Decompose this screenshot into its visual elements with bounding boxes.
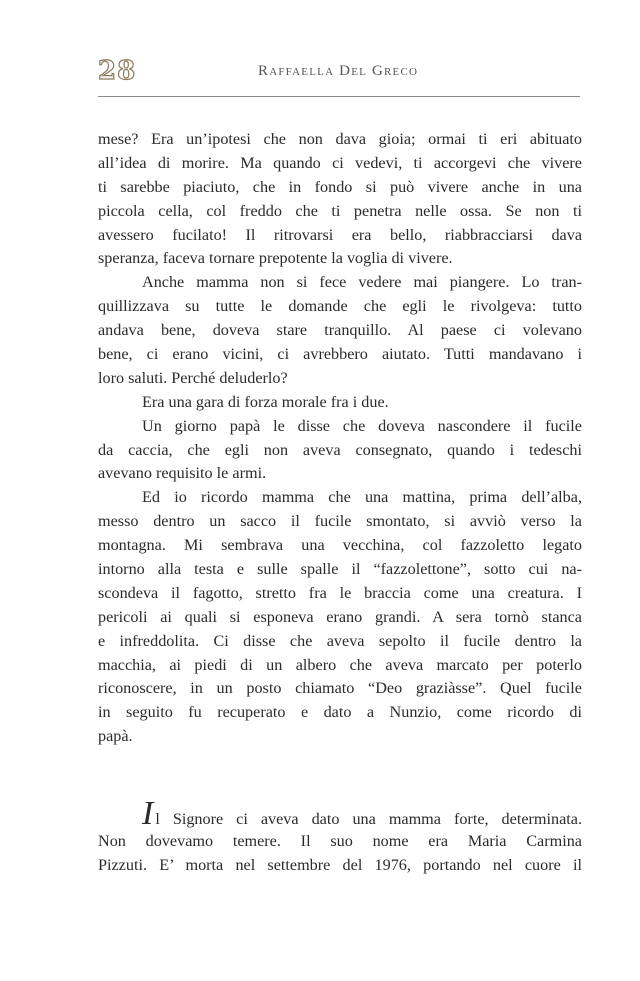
text-line: Pizzuti. E’ morta nel settembre del 1976, portando nel cuore il: [98, 856, 582, 875]
text-line: Ed io ricordo mamma che una mattina, prima dell’alba,: [142, 488, 582, 507]
section-line-1-text: l Signore ci aveva dato una mamma forte, determinata.: [155, 810, 582, 828]
text-line: intorno alla testa e sulle spalle il “fazzolettone”, sotto cui na-: [98, 560, 582, 579]
drop-cap: I: [142, 795, 154, 832]
text-line: macchia, ai piedi di un albero che aveva marcato per poterlo: [98, 655, 582, 674]
text-line: andava bene, doveva stare tranquillo. Al paese ci volevano: [98, 321, 582, 340]
running-head: Raffaella Del Greco: [258, 63, 419, 79]
text-line: montagna. Mi sembrava una vecchina, col fazzoletto legato: [98, 536, 582, 555]
text-line: Anche mamma non si fece vedere mai piangere. Lo tran-: [142, 273, 582, 292]
text-line: quillizzava su tutte le domande che egli le rivolgeva: tutto: [98, 297, 582, 316]
text-line: in seguito fu recuperato e dato a Nunzio, come ricordo di: [98, 703, 582, 722]
text-line: scondeva il fagotto, stretto fra le braccia come una creatura. I: [98, 583, 582, 602]
text-line: Era una gara di forza morale fra i due.: [142, 392, 389, 411]
text-line: piccola cella, col freddo che ti penetra nelle ossa. Se non ti: [98, 201, 582, 220]
text-line: loro saluti. Perché deluderlo?: [98, 368, 288, 387]
text-line: pericoli ai quali si esponeva erano grandi. A sera tornò stanca: [98, 607, 582, 626]
text-line: messo dentro un sacco il fucile smontato, si avviò verso la: [98, 512, 582, 531]
page-number: 28: [98, 56, 137, 86]
body-text: [98, 128, 582, 749]
text-line: speranza, faceva tornare prepotente la voglia di vivere.: [98, 249, 453, 268]
section-first-line: [98, 795, 582, 832]
text-line: Un giorno papà le disse che doveva nascondere il fucile: [142, 416, 582, 435]
text-line: Non dovevamo temere. Il suo nome era Maria Carmina: [98, 831, 582, 850]
text-line: bene, ci erano vicini, ci avrebbero aiutato. Tutti mandavano i: [98, 345, 582, 364]
new-section: [98, 795, 582, 878]
page-header: [98, 56, 580, 97]
text-line: riconoscere, in un posto chiamato “Deo graziàsse”. Quel fucile: [98, 679, 582, 698]
text-line: all’idea di morire. Ma quando ci vedevi, ti accorgevi che vivere: [98, 153, 582, 172]
text-line: da caccia, che egli non aveva consegnato, quando i tedeschi: [98, 440, 582, 459]
text-line: avessero fucilato! Il ritrovarsi era bello, riabbracciarsi dava: [98, 225, 582, 244]
text-line: ti sarebbe piaciuto, che in fondo si può vivere anche in una: [98, 177, 582, 196]
text-line: mese? Era un’ipotesi che non dava gioia; ormai ti eri abituato: [98, 130, 582, 148]
text-line: avevano requisito le armi.: [98, 464, 267, 483]
text-line: papà.: [98, 727, 133, 746]
text-line: e infreddolita. Ci disse che aveva sepolto il fucile dentro la: [98, 631, 582, 650]
